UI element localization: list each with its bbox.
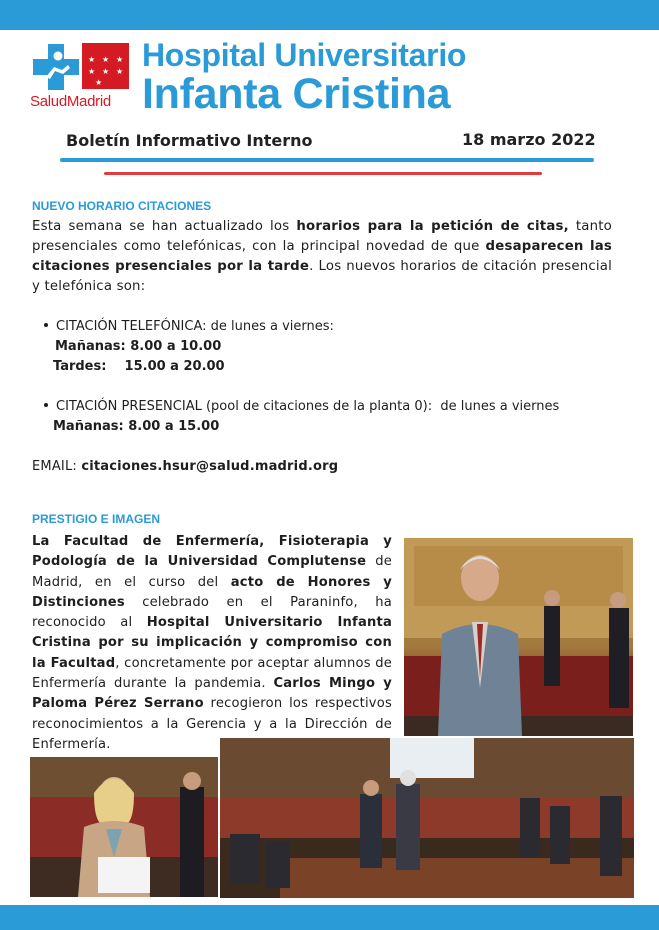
photo-award-woman xyxy=(30,757,218,897)
tel-label: CITACIÓN TELEFÓNICA: de lunes a viernes: xyxy=(56,319,334,334)
divider-blue xyxy=(60,158,594,162)
bullet-presencial xyxy=(42,397,622,437)
salud-cross-logo-icon xyxy=(32,43,80,91)
body-text: Esta semana se han actualizado los xyxy=(32,219,297,234)
bold-text: acto de Honores y Distinciones xyxy=(32,574,392,610)
photo-ceremony-hall xyxy=(220,738,634,898)
bold-text: desaparecen las citaciones presenciales por la tarde xyxy=(32,239,612,274)
bold-text: horarios para la petición de citas, xyxy=(296,219,569,234)
madrid-flag-icon: ★ ★ ★ ★ ★ ★ ★ xyxy=(82,43,129,89)
email-label: EMAIL: xyxy=(32,459,82,474)
horario-paragraph xyxy=(32,217,612,297)
section-title-horario: NUEVO HORARIO CITACIONES xyxy=(32,199,212,213)
salud-madrid-logo-text: SaludMadrid xyxy=(30,93,111,110)
tel-morning: Mañanas: 8.00 a 10.00 xyxy=(55,339,222,354)
bold-text: Carlos Mingo y Paloma Pérez Serrano xyxy=(32,676,392,712)
photo-award-man xyxy=(404,538,633,736)
body-text: recogieron los respectivos reconocimientos a la Gerencia y a la Dirección de Enfermería. xyxy=(32,696,392,752)
bold-text: Hospital Universitario Infanta Cristina por su implicación y compromiso con la Facultad xyxy=(32,615,392,671)
bullet-dot xyxy=(44,403,48,407)
body-text: celebrado en el Paraninfo, ha reconocido al xyxy=(32,594,392,631)
body-text: de Madrid, en el curso del xyxy=(32,554,392,590)
bulletin-title: Boletín Informativo Interno xyxy=(66,131,313,150)
email-line xyxy=(32,457,338,477)
pres-label: CITACIÓN PRESENCIAL (pool de citaciones de la planta 0): de lunes a viernes xyxy=(56,399,560,414)
bullet-telefonica xyxy=(42,317,622,377)
tel-afternoon: Tardes: 15.00 a 20.00 xyxy=(53,359,225,374)
prestigio-paragraph xyxy=(32,532,392,755)
bullet-dot xyxy=(44,323,48,327)
hospital-name-line2: Infanta Cristina xyxy=(142,70,451,118)
top-bar xyxy=(0,0,659,30)
bulletin-date: 18 marzo 2022 xyxy=(462,130,596,149)
bold-text: La Facultad de Enfermería, Fisioterapia y Podología de la Universidad Complutense xyxy=(32,534,392,570)
pres-morning: Mañanas: 8.00 a 15.00 xyxy=(53,419,220,434)
body-text: tanto presenciales como telefónicas, con la principal novedad de que xyxy=(32,219,612,254)
divider-red xyxy=(104,172,542,175)
body-text: , concretamente por aceptar alumnos de Enfermería durante la pandemia. xyxy=(32,655,392,692)
body-text: . Los nuevos horarios de citación presencial y telefónica son: xyxy=(32,259,612,294)
bottom-bar xyxy=(0,905,659,930)
hospital-name-line1: Hospital Universitario xyxy=(142,37,467,73)
email-link[interactable]: citaciones.hsur@salud.madrid.org xyxy=(81,459,339,474)
section-title-prestigio: PRESTIGIO E IMAGEN xyxy=(32,512,161,526)
